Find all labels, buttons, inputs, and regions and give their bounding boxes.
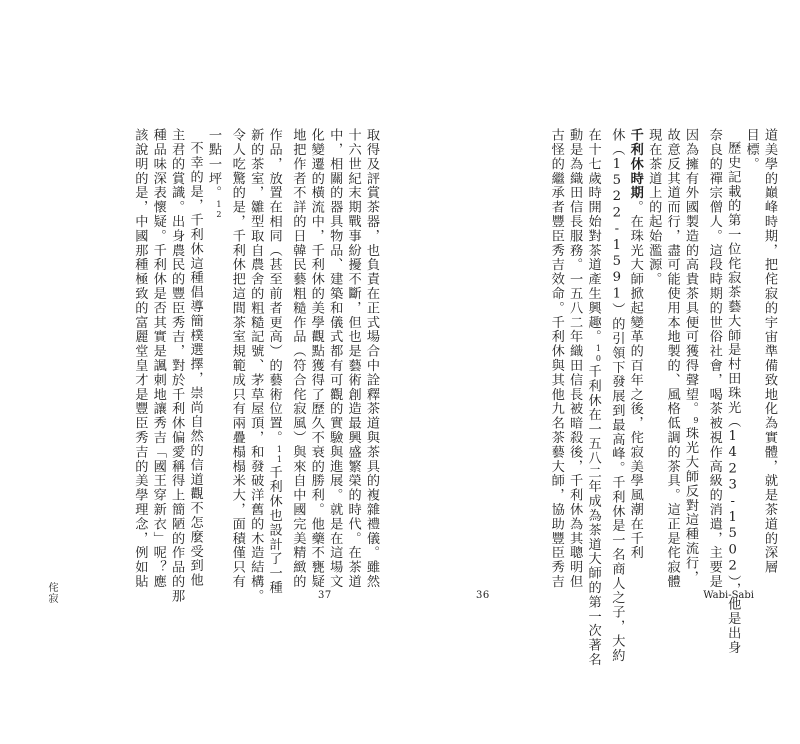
text-column	[362, 128, 380, 589]
column-text: 在十七歲時開始對茶道產生興趣。	[585, 128, 601, 344]
column-text: 種品味深表懷疑。千利休是否其實是諷刺地讓秀吉「國王穿新衣」呢？應	[150, 128, 166, 589]
text-column	[185, 128, 203, 588]
column-text: 主君的賞識。出身農民的豐臣秀吉，對於千利休偏愛稱得上簡陋的作品的那	[169, 128, 185, 604]
column-text: 因為擁有外國製造的高貴茶具便可獲得聲望。	[682, 128, 698, 416]
column-text: 一點一坪。	[205, 128, 221, 200]
column-text: 現在茶道上的起始濫源。	[646, 128, 662, 287]
footnote-marker: 9	[691, 416, 701, 427]
text-column	[625, 128, 643, 558]
text-column	[325, 128, 343, 589]
right-page	[400, 0, 800, 744]
column-text: 休（1522-1591）的引領下發展到最高峰。千利休是一名商人之子，大約	[609, 128, 625, 663]
text-column	[741, 128, 759, 558]
text-column	[704, 128, 722, 589]
text-column	[546, 128, 564, 589]
column-text: 故意反其道而行，盡可能使用本地製的、風格低調的茶具。這正是侘寂體	[664, 128, 680, 589]
footnote-marker: 12	[214, 200, 224, 221]
column-text: 道美學的巔峰時期，把侘寂的宇宙準備致地化為實體，就是茶道的深層	[762, 128, 777, 575]
right-page-number: 36	[476, 590, 490, 601]
column-text: 取得及評賞茶器，也負責在正式場合中詮釋茶道與茶具的複雜禮儀。雖然	[364, 128, 379, 589]
column-text: 動是為織田信長服務。一五八二年織田信長被暗殺後，千利休為其聰明但	[567, 128, 583, 589]
section-heading: 千利休時期	[627, 128, 643, 200]
text-column	[264, 128, 288, 595]
text-column	[565, 128, 583, 589]
column-text: 古怪的繼承者豐臣秀吉效命。千利休與其他九名茶藝大師，協助豐臣秀吉	[548, 128, 564, 589]
text-column	[343, 128, 361, 589]
right-running-head: Wabi-Sabi	[703, 590, 754, 601]
footnote-marker: 11	[274, 444, 284, 466]
column-text: 奈良的禪宗僧人。這段時期的世俗社會，喝茶被視作高級的消遣，主要是	[706, 128, 722, 589]
footnote-marker: 10	[593, 344, 603, 365]
text-column	[662, 128, 680, 589]
column-text: 化變遷的橫流中，千利休的美學觀點獲得了歷久不衰的勝利。他藥不甕疑	[308, 128, 324, 589]
column-text-continued: 千利休在一五八二年成為茶道大師的第一次著名	[585, 364, 601, 667]
text-column	[227, 128, 245, 589]
text-column	[167, 128, 185, 604]
column-text: 新的茶室，雛型取自農舍的粗糙記號、茅草屋頂，和發破洋舊的木造結構。	[248, 128, 264, 604]
text-column	[130, 128, 148, 589]
text-column	[681, 128, 705, 585]
column-text-continued: 千利休也設計了一種	[266, 465, 282, 595]
column-text: 該說明的是，中國那種極致的富麗堂皇才是豐臣秀吉的美學理念，例如貼	[132, 128, 148, 589]
text-column	[306, 128, 324, 589]
column-text: 目標。	[743, 128, 759, 172]
column-text: 十六世紀末期戰事紛擾不斷，但也是藝術創造最興盛繁榮的時代。在茶道	[345, 128, 361, 589]
text-column	[607, 128, 625, 663]
left-page-number: 37	[318, 590, 332, 601]
column-text: 中，相關的器具物品、建築和儀式都有可觀的實驗與進展。就是在這場文	[327, 128, 343, 589]
column-text: 令人吃驚的是，千利休把這間茶室規範成只有兩疊榻榻米大，面積僅只有	[229, 128, 245, 589]
column-text-continued: 珠光大師反對這種流行，	[682, 426, 698, 585]
text-column	[246, 128, 264, 604]
text-column	[288, 128, 306, 589]
column-text: 作品，放置在相同（甚至前者更高）的藝術位置。	[266, 128, 282, 445]
text-column	[204, 128, 228, 558]
text-column	[760, 128, 778, 575]
column-text: 地把作者不詳的日韓民藝粗糙作品（符合侘寂風）與來自中國完美精緻的	[290, 128, 306, 589]
text-column	[583, 128, 607, 667]
column-text: 歷史記載的第一位侘寂茶藝大師是村田珠光（1423-1502），他是出身	[725, 141, 741, 655]
left-running-head: 侘寂	[46, 582, 57, 604]
column-text: 不幸的是，千利休這種倡導簡樸選擇，崇尚自然的信道觀不怎麼受到他	[187, 141, 203, 588]
text-column	[148, 128, 166, 589]
column-text: 。在珠光大師掀起變革的百年之後，侘寂美學風潮在千利	[627, 200, 643, 560]
text-column	[644, 128, 662, 558]
text-column	[723, 128, 741, 655]
